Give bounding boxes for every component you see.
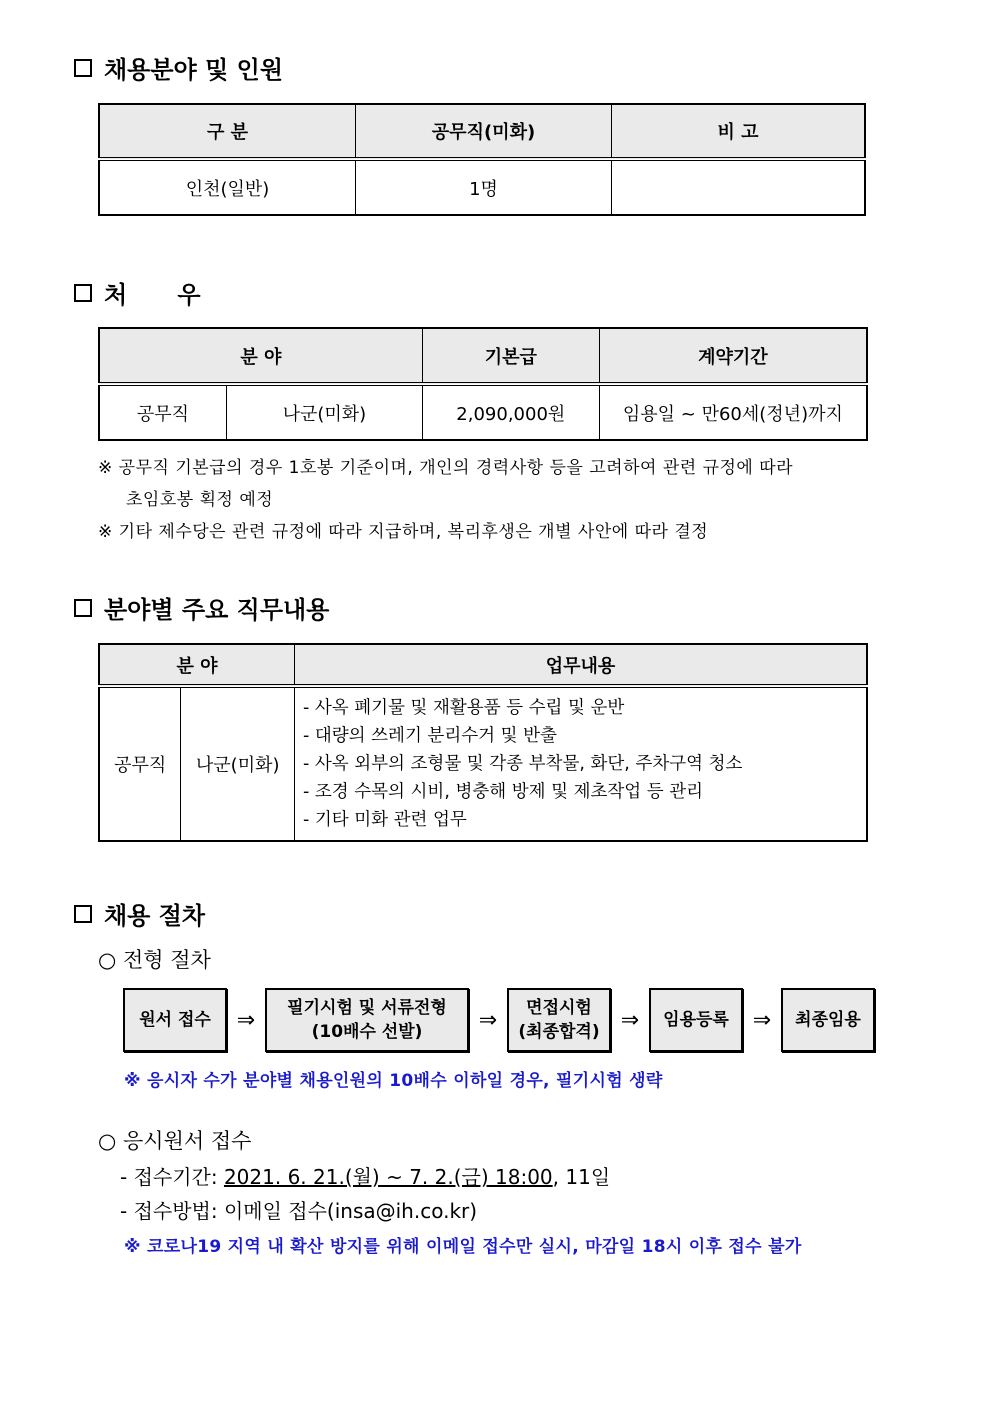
table-cell: 나군(미화) xyxy=(181,686,295,841)
step-box xyxy=(265,988,469,1052)
compensation-note-2: ※ 기타 제수당은 관련 규정에 따라 지급하며, 복리후생은 개별 사안에 따라 결정 xyxy=(98,522,709,542)
checkbox-square-icon xyxy=(74,59,92,77)
process-subtitle: ○ 전형 절차 xyxy=(98,948,211,972)
step-label: 임용등록 xyxy=(663,1010,729,1030)
arrow-icon: ⇒ xyxy=(236,1007,256,1033)
apply-period xyxy=(120,1161,610,1190)
duties-table xyxy=(98,643,868,842)
section-title-recruitment xyxy=(74,50,283,85)
step-label: 면접시험 xyxy=(526,998,592,1018)
compensation-table xyxy=(98,327,868,441)
table-cell: 1명 xyxy=(356,159,612,215)
process-flow xyxy=(123,986,875,1054)
section-title-process xyxy=(74,896,205,931)
step-box xyxy=(123,988,227,1052)
step-label: 필기시험 및 서류전형 xyxy=(287,998,447,1018)
step-box xyxy=(781,988,875,1052)
duty-item: - 사옥 외부의 조형물 및 각종 부착물, 화단, 주차구역 청소 xyxy=(303,754,743,774)
duty-item: - 기타 미화 관련 업무 xyxy=(303,810,467,830)
checkbox-square-icon xyxy=(74,905,92,923)
table-header: 구 분 xyxy=(99,104,356,159)
table-cell: 나군(미화) xyxy=(227,384,423,440)
section-title-text: 처 우 xyxy=(104,281,201,309)
section-title-text: 채용분야 및 인원 xyxy=(104,56,283,84)
arrow-icon: ⇒ xyxy=(620,1007,640,1033)
table-header: 계약기간 xyxy=(599,328,867,384)
table-header: 분 야 xyxy=(99,644,295,686)
section-title-text: 채용 절차 xyxy=(104,902,206,930)
section-title-compensation xyxy=(74,275,201,310)
step-label: 최종임용 xyxy=(795,1010,861,1030)
arrow-icon: ⇒ xyxy=(478,1007,498,1033)
apply-note: ※ 코로나19 지역 내 확산 방지를 위해 이메일 접수만 실시, 마감일 18시 이후 접수 불가 xyxy=(124,1237,802,1257)
duty-item: - 대량의 쓰레기 분리수거 및 반출 xyxy=(303,726,557,746)
step-box xyxy=(507,988,611,1052)
table-header: 기본급 xyxy=(422,328,599,384)
checkbox-square-icon xyxy=(74,284,92,302)
step-sublabel: (10배수 선발) xyxy=(311,1022,423,1042)
apply-period-value: 2021. 6. 21.(월) ~ 7. 2.(금) 18:00 xyxy=(223,1165,553,1189)
table-cell: 임용일 ~ 만60세(정년)까지 xyxy=(599,384,867,440)
table-cell: 인천(일반) xyxy=(99,159,356,215)
section-title-text: 분야별 주요 직무내용 xyxy=(104,596,330,624)
apply-period-label: - 접수기간: xyxy=(120,1165,224,1189)
compensation-note-1-cont: 초임호봉 획정 예정 xyxy=(126,490,274,510)
checkbox-square-icon xyxy=(74,599,92,617)
table-header: 업무내용 xyxy=(295,644,868,686)
table-cell xyxy=(612,159,866,215)
step-label: 원서 접수 xyxy=(139,1010,211,1030)
step-sublabel: (최종합격) xyxy=(518,1022,600,1042)
step-box xyxy=(649,988,743,1052)
arrow-icon: ⇒ xyxy=(752,1007,772,1033)
duty-item: - 사옥 폐기물 및 재활용품 등 수립 및 운반 xyxy=(303,698,625,718)
table-cell: 공무직 xyxy=(99,686,181,841)
duties-list xyxy=(295,686,868,841)
apply-period-suffix: , 11일 xyxy=(552,1165,611,1189)
section-title-duties xyxy=(74,590,329,625)
table-cell: 공무직 xyxy=(99,384,227,440)
compensation-note-1: ※ 공무직 기본급의 경우 1호봉 기준이며, 개인의 경력사항 등을 고려하여 관련 규정에 따라 xyxy=(98,458,794,478)
table-header: 공무직(미화) xyxy=(356,104,612,159)
duty-item: - 조경 수목의 시비, 병충해 방제 및 제초작업 등 관리 xyxy=(303,782,704,802)
apply-method xyxy=(120,1195,477,1224)
apply-method-value: 이메일 접수(insa@ih.co.kr) xyxy=(223,1199,478,1223)
table-cell: 2,090,000원 xyxy=(422,384,599,440)
apply-subtitle: ○ 응시원서 접수 xyxy=(98,1129,252,1153)
apply-method-label: - 접수방법: xyxy=(120,1199,224,1223)
recruitment-table xyxy=(98,103,866,216)
table-header: 분 야 xyxy=(99,328,422,384)
process-note: ※ 응시자 수가 분야별 채용인원의 10배수 이하일 경우, 필기시험 생략 xyxy=(124,1071,663,1091)
table-header: 비 고 xyxy=(612,104,866,159)
